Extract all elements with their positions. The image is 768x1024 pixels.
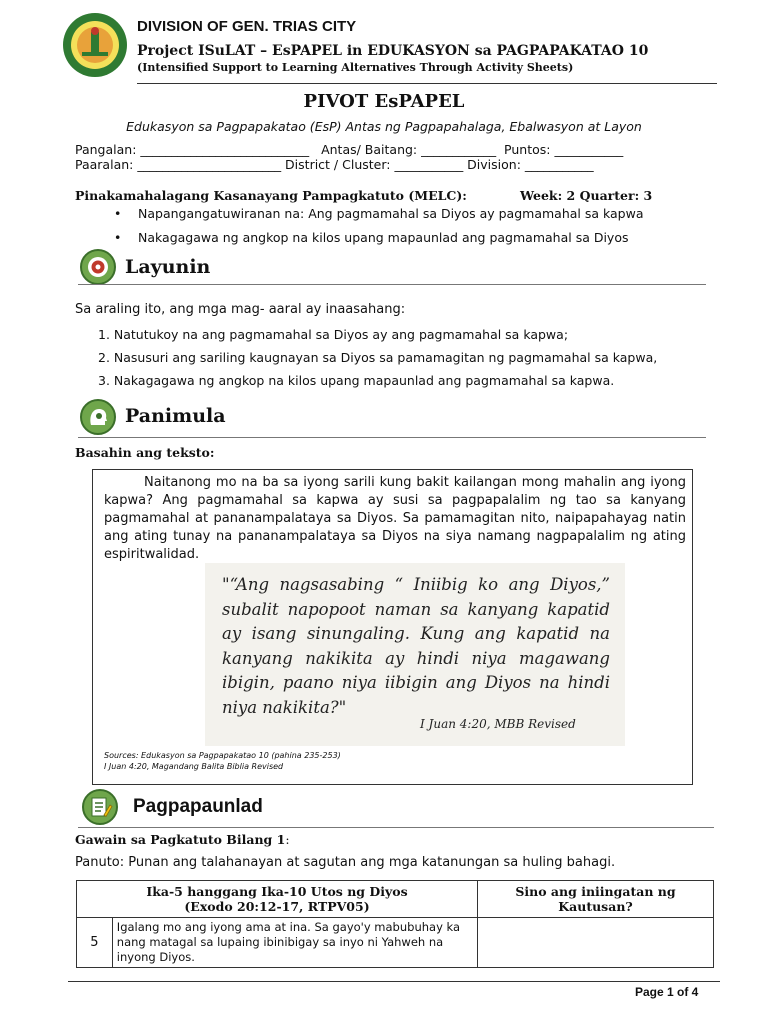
melc-item: • Napangangatuwiranan na: Ang pagmamahal sa Diyos ay pagmamahal sa kapwa	[120, 206, 644, 221]
section-divider	[78, 284, 706, 285]
row-number: 5	[77, 918, 113, 968]
melc-item: • Nakagagawa ng angkop na kilos upang mapaunlad ang pagmamahal sa Diyos	[120, 230, 629, 245]
objective-item: 1. Natutukoy na ang pagmamahal sa Diyos ay ang pagmamahal sa kapwa;	[98, 327, 569, 342]
layunin-intro: Sa araling ito, ang mga mag- aaral ay inaasahang:	[75, 302, 406, 317]
table-header-commandments: Ika-5 hanggang Ika-10 Utos ng Diyos (Exodo 20:12-17, RTPV05)	[77, 881, 478, 918]
project-name: Project ISuLAT – EsPAPEL in EDUKASYON sa PAGPAPAKATAO 10	[137, 43, 649, 59]
section-divider	[78, 827, 714, 828]
division-logo	[62, 12, 128, 78]
page-number: Page 1 of 4	[635, 985, 699, 999]
melc-label: Pinakamahalagang Kasanayang Pampagkatuto (MELC):	[75, 188, 467, 203]
target-icon	[80, 249, 116, 285]
page-subtitle: Edukasyon sa Pagpapakatao (EsP) Antas ng Pagpapahalaga, Ebalwasyon at Layon	[126, 119, 642, 134]
bible-quote: "“Ang nagsasabing “ Iniibig ko ang Diyos,” subalit napopoot naman sa kanyang kapatid ay isang sinungaling. Kung ang kapatid na kanyang nakikita ay hindi niya magawang ibigin, paano niya iibigin ang Diyos na hindi niya nakikita?"	[222, 575, 610, 717]
objective-item: 2. Nasusuri ang sariling kaugnayan sa Diyos sa pamamagitan ng pagmamahal sa kapwa,	[98, 350, 658, 365]
quote-reference: I Juan 4:20, MBB Revised	[420, 717, 576, 731]
table-row	[77, 918, 714, 968]
panuto-text: Panuto: Punan ang talahanayan at sagutan ang mga katanungan sa huling bahagi.	[75, 855, 616, 870]
head-icon	[80, 399, 116, 435]
project-subtitle: (Intensified Support to Learning Alternatives Through Activity Sheets)	[137, 61, 574, 74]
reading-paragraph: Naitanong mo na ba sa iyong sarili kung bakit kailangan mong mahalin ang iyong kapwa? Ang pagmamahal sa kapwa ay susi sa pagpapalalim ng tao sa kanyang pagmamahal at pananampalataya sa Diyos. Sa pamamagitan nito, naipapahayag natin ang ating tunay na pananampalataya sa Diyos na siya namang nagpapalalim ng ating espiritwalidad.	[104, 475, 686, 562]
section-divider	[78, 437, 706, 438]
gawain-label: Gawain sa Pagkatuto Bilang 1:	[75, 832, 290, 847]
student-info-row-1: Pangalan: ___________________________ Antas/ Baitang: ____________ Puntos: ___________	[75, 142, 624, 157]
commandment-text: Igalang mo ang iyong ama at ina. Sa gayo'y mabubuhay ka nang matagal sa lupaing ibinibigay sa inyo ni Yahweh na inyong Diyos.	[112, 918, 477, 968]
pagpapaunlad-heading: Pagpapaunlad	[133, 796, 263, 817]
source-line: I Juan 4:20, Magandang Balita Biblia Revised	[104, 762, 284, 771]
table-header-protected: Sino ang iniingatan ng Kautusan?	[478, 881, 714, 918]
source-line: Sources: Edukasyon sa Pagpapakatao 10 (pahina 235-253)	[104, 751, 341, 760]
page-title: PIVOT EsPAPEL	[303, 91, 465, 112]
panimula-heading: Panimula	[125, 405, 226, 427]
week-quarter: Week: 2 Quarter: 3	[520, 188, 653, 203]
objective-item: 3. Nakagagawa ng angkop na kilos upang mapaunlad ang pagmamahal sa kapwa.	[98, 373, 615, 388]
footer-divider	[68, 981, 720, 982]
division-name: DIVISION OF GEN. TRIAS CITY	[137, 18, 357, 35]
basahin-label: Basahin ang teksto:	[75, 445, 215, 460]
header-divider	[137, 83, 717, 84]
student-info-row-2: Paaralan: _______________________ District / Cluster: ___________ Division: ___________	[75, 157, 594, 172]
answer-cell[interactable]	[478, 918, 714, 968]
commandments-table	[76, 880, 714, 968]
notepad-icon	[82, 789, 118, 825]
layunin-heading: Layunin	[125, 256, 211, 278]
